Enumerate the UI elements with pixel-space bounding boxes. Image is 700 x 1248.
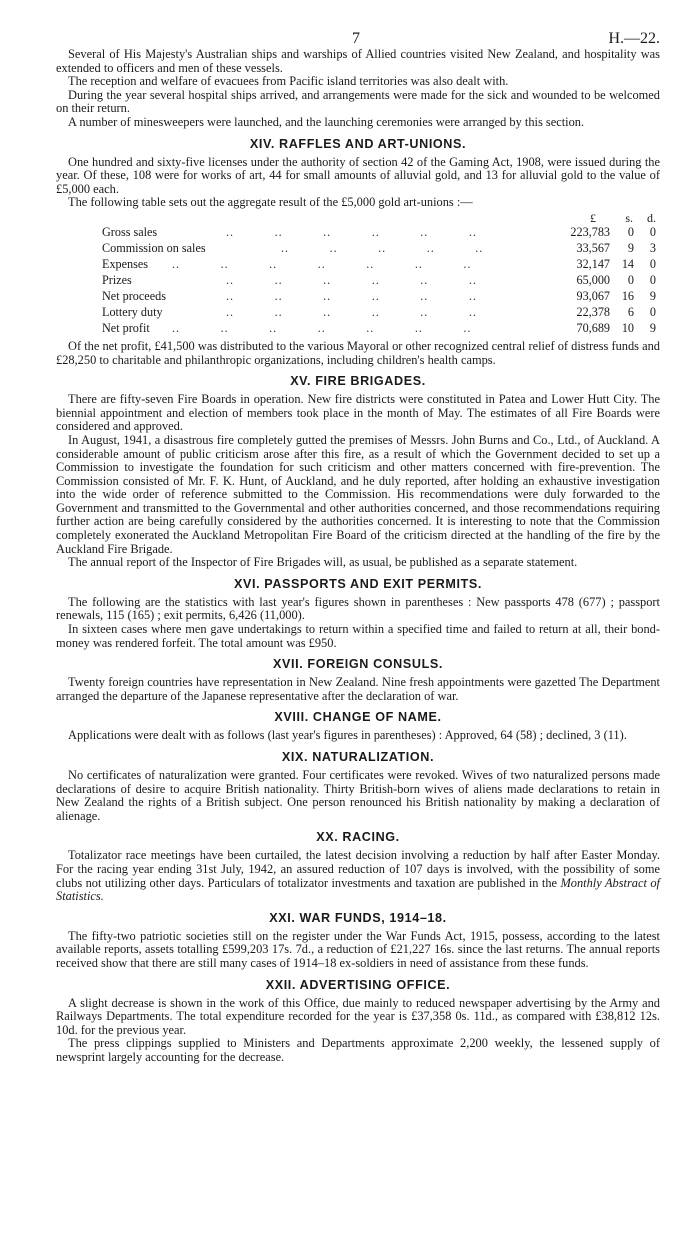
pence-value: 0 [649, 272, 656, 287]
pence-value: 0 [649, 304, 656, 319]
table-row [56, 274, 660, 287]
raffles-table-intro: The following table sets out the aggregate result of the £5,000 gold art-unions :— [68, 195, 473, 210]
pence-value: 0 [649, 224, 656, 239]
table-row [56, 258, 660, 271]
row-label: Lottery duty [102, 304, 163, 319]
table-row [56, 242, 660, 255]
pounds-value: 70,689 [576, 320, 610, 335]
intro-paragraph: Several of His Majesty's Australian ships and warships of Allied countries visited New Zealand, and hospitality was extended to officers and men of these vessels. [56, 47, 660, 75]
leader-dots: .. .. .. .. .. .. [226, 224, 477, 239]
shillings-value: 10 [621, 320, 634, 335]
change-of-name-paragraph: Applications were dealt with as follows (last year's figures in parentheses) : Approved, 64 (58) ; declined, 3 (11). [68, 728, 627, 743]
pounds-value: 33,567 [576, 240, 610, 255]
leader-dots: .. .. .. .. .. .. [226, 272, 477, 287]
section-heading-change-of-name: XVIII. CHANGE OF NAME. [274, 710, 442, 725]
fire-paragraph: The annual report of the Inspector of Fire Brigades will, as usual, be published as a separate statement. [68, 555, 578, 570]
section-heading-fire-brigades: XV. FIRE BRIGADES. [290, 374, 426, 389]
naturalization-paragraph: No certificates of naturalization were granted. Four certificates were revoked. Wives of two naturalized persons made declarations of desire to acquire British nationality. Thirty British-born wives of aliens made declarations to retain in New Zealand the rights of a British subject. One person renounced his British nationality by making a declaration of alienage. [56, 768, 660, 823]
leader-dots: .. .. .. .. .. .. [226, 288, 477, 303]
pounds-column-header: £ [590, 210, 596, 225]
pounds-value: 22,378 [576, 304, 610, 319]
shillings-value: 0 [627, 224, 634, 239]
row-label: Prizes [102, 272, 132, 287]
art-union-results-table [56, 212, 660, 339]
fire-paragraph: In August, 1941, a disastrous fire completely gutted the premises of Messrs. John Burns and Co., Ltd., of Auckland. A considerable amount of public criticism arose after this fire, as a result of which the Government decided to set up a Commission to investigate the foundation for such criticism and other matters concerned with fire-prevention. The Commission consisted of Mr. F. K. Hunt, of Auckland, and he duly reported, after holding an exhaustive investigation into the wide order of reference submitted to the Commission. His recommendations were duly forwarded to the Government and transmitted to the Governmental and other authorities concerned, and those recommendations requiring further action are being carefully considered by the authorities concerned. It is interesting to note that the Commission completely exonerated the Auckland Metropolitan Fire Board of the criticism directed at the handling of the fire by the Auckland Fire Brigade. [56, 432, 660, 556]
fire-paragraph: There are fifty-seven Fire Boards in operation. New fire districts were constituted in Patea and Lower Hutt City. The biennial appointment and election of members took place in the month of May. The estimates of all Fire Boards were considered and approved. [56, 392, 660, 434]
table-row [56, 306, 660, 319]
pence-column-header: d. [647, 210, 656, 225]
raffles-distribution-paragraph: Of the net profit, £41,500 was distributed to the various Mayoral or other recognized central relief of distress funds and £28,250 to charitable and philanthropic organizations, including children's health camps. [56, 338, 660, 367]
table-row [56, 322, 660, 335]
intro-paragraph: The reception and welfare of evacuees from Pacific island territories was also dealt with. [68, 74, 509, 89]
section-heading-war-funds: XXI. WAR FUNDS, 1914–18. [269, 910, 447, 925]
section-heading-racing: XX. RACING. [316, 830, 400, 845]
currency-header-row [56, 212, 660, 225]
shillings-value: 14 [621, 256, 634, 271]
advertising-paragraph: The press clippings supplied to Ministers and Departments approximate 2,200 weekly, the lessened supply of newsprint largely accounting for the decrease. [56, 1036, 660, 1064]
racing-paragraph-text: Totalizator race meetings have been curtailed, the latest decision involving a reduction by half after Easter Monday. For the racing year ending 31st July, 1942, an assured reduction of 107 days is involved, with the possibility of some clubs not utilizing other days. Particulars of totalizator investments and taxation are published in the [56, 848, 660, 890]
publication-title: Monthly Abstract of Statistics. [56, 875, 660, 904]
pounds-value: 32,147 [576, 256, 610, 271]
pence-value: 3 [649, 240, 656, 255]
pence-value: 9 [649, 288, 656, 303]
intro-paragraph: A number of minesweepers were launched, and the launching ceremonies were arranged by this section. [68, 114, 585, 129]
pounds-value: 65,000 [576, 272, 610, 287]
pounds-value: 93,067 [576, 288, 610, 303]
section-heading-foreign-consuls: XVII. FOREIGN CONSULS. [273, 657, 443, 672]
passports-paragraph: The following are the statistics with last year's figures shown in parentheses : New passports 478 (677) ; passport renewals, 115 (165) ; exit permits, 6,426 (11,000). [56, 594, 660, 623]
shillings-value: 6 [627, 304, 634, 319]
row-label: Net proceeds [102, 288, 166, 303]
shillings-value: 16 [621, 288, 634, 303]
intro-paragraph: During the year several hospital ships arrived, and arrangements were made for the sick and wounded to be welcomed on their return. [56, 87, 660, 116]
row-label: Net profit [102, 320, 150, 335]
leader-dots: .. .. .. .. .. .. .. [172, 256, 472, 271]
section-heading-naturalization: XIX. NATURALIZATION. [281, 750, 435, 764]
row-label: Expenses [102, 256, 149, 271]
shillings-column-header: s. [625, 210, 633, 225]
leader-dots: .. .. .. .. .. [281, 240, 484, 255]
table-row [56, 226, 660, 239]
pence-value: 0 [649, 256, 656, 271]
pence-value: 9 [649, 320, 656, 335]
section-heading-advertising-office: XXII. ADVERTISING OFFICE. [265, 977, 451, 992]
leader-dots: .. .. .. .. .. .. [226, 304, 477, 319]
shillings-value: 9 [627, 240, 634, 255]
raffles-paragraph: One hundred and sixty-five licenses under the authority of section 42 of the Gaming Act, 1908, were issued during the year. Of these, 108 were for works of art, 44 for small amounts of alluvial gold, and 13 for alluvial gold to the value of £5,000 each. [56, 154, 660, 196]
document-body [56, 48, 660, 1065]
section-heading-passports: XVI. PASSPORTS AND EXIT PERMITS. [233, 576, 483, 591]
document-reference: H.—22. [608, 30, 660, 47]
section-heading-raffles: XIV. RAFFLES AND ART-UNIONS. [249, 136, 467, 151]
shillings-value: 0 [627, 272, 634, 287]
row-label: Commission on sales [102, 240, 206, 255]
leader-dots: .. .. .. .. .. .. .. [172, 320, 472, 335]
advertising-paragraph: A slight decrease is shown in the work of this Office, due mainly to reduced newspaper advertising by the Army and Railways Departments. The total expenditure recorded for the year is £37,358 0s. 11d., as compared with £38,812 12s. 10d. for the previous year. [56, 995, 660, 1037]
racing-paragraph [56, 849, 660, 903]
war-funds-paragraph: The fifty-two patriotic societies still on the register under the War Funds Act, 1915, possess, according to the latest available reports, assets totalling £599,203 17s. 7d., a reduction of £21,227 16s. since the last returns. The annual reports received show that there are still many cases of 1914–18 ex-soldiers in need of assistance from these funds. [56, 928, 660, 970]
page-number: 7 [352, 30, 360, 47]
passports-paragraph: In sixteen cases where men gave undertakings to return within a specified time and failed to return at all, their bond-money was rendered forfeit. The total amount was £950. [56, 622, 660, 650]
row-label: Gross sales [102, 224, 158, 239]
table-row [56, 290, 660, 303]
pounds-value: 223,783 [570, 224, 610, 239]
consuls-paragraph: Twenty foreign countries have representation in New Zealand. Nine fresh appointments were gazetted The Department arranged the departure of the Japanese representative after the declaration of war. [56, 675, 660, 703]
